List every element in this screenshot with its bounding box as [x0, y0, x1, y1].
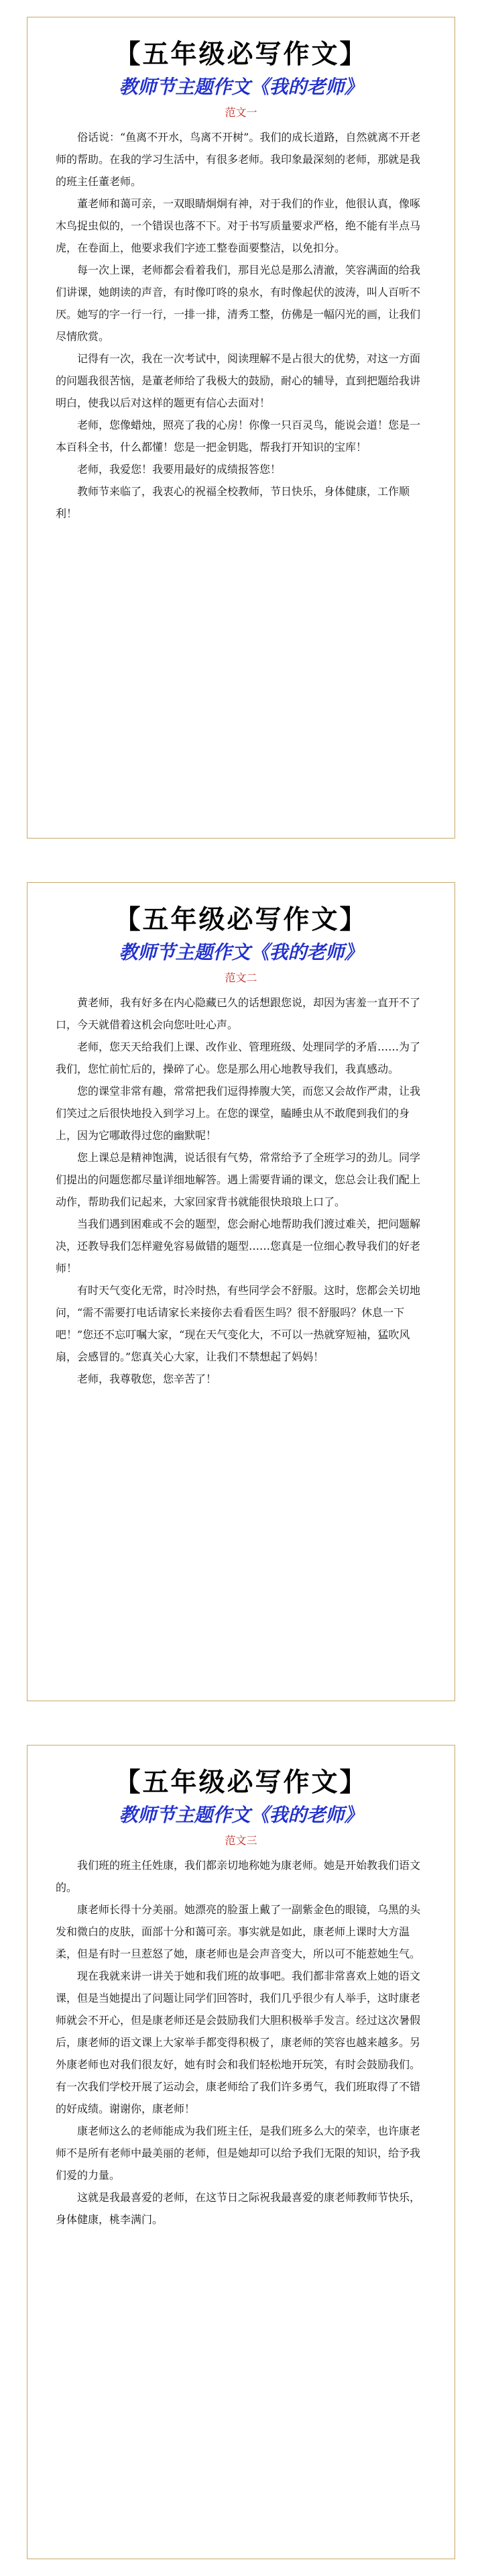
- essay-paragraph: 我们班的班主任姓康，我们都亲切地称她为康老师。她是开始教我们语文的。: [56, 1859, 421, 1894]
- essay-subtitle: 教师节主题作文《我的老师》: [119, 941, 363, 963]
- essay-card-1: [27, 17, 455, 839]
- essay-paragraph: 您上课总是精神饱满，说话很有气势，常常给予了全班学习的劲儿。同学们提出的问题您都尽量详细地解答。遇上需要背诵的课文，您总会让我们配上动作，帮助我们记起来，大家回家背书就能很快琅琅上口了。: [56, 1151, 421, 1208]
- essay-body: [56, 126, 426, 525]
- essay-paragraph: 现在我就来讲一讲关于她和我们班的故事吧。我们都非常喜欢上她的语文课，但是当她提出了问题让同学们回答时，我们几乎很少有人举手，这时康老师就会不开心，但是康老师还是会鼓励我们大胆积极举手发言。经过这次暑假后，康老师的语文课上大家举手都变得积极了，康老师的笑容也越来越多。另外康老师也对我们很友好，她有时会和我们轻松地开玩笑，有时会鼓励我们。有一次我们学校开展了运动会，康老师给了我们许多勇气，我们班取得了不错的好成绩。谢谢你，康老师！: [56, 1970, 421, 2115]
- essay-label: 范文三: [225, 1834, 257, 1847]
- essay-paragraph: 俗话说：“鱼离不开水，鸟离不开树”。我们的成长道路，自然就离不开老师的帮助。在我的学习生活中，有很多老师。我印象最深刻的老师，那就是我的班主任董老师。: [56, 131, 421, 188]
- essay-paragraph: 老师，您像蜡烛，照亮了我的心房！你像一只百灵鸟，能说会道！您是一本百科全书，什么都懂！您是一把金钥匙，帮我打开知识的宝库！: [56, 419, 421, 453]
- essay-paragraph: 康老师这么的老师能成为我们班主任，是我们班多么大的荣幸，也许康老师不是所有老师中最美丽的老师，但是她却可以给予我们无限的知识，给予我们爱的力量。: [56, 2125, 421, 2182]
- essay-paragraph: 教师节来临了，我衷心的祝福全校教师，节日快乐，身体健康，工作顺利！: [56, 485, 410, 520]
- essay-label: 范文一: [225, 106, 257, 119]
- essay-card-3: [27, 1745, 455, 2559]
- essay-paragraph: 康老师长得十分美丽。她漂亮的脸蛋上戴了一副紫金色的眼镜，乌黑的头发和微白的皮肤，面部十分和蔼可亲。事实就是如此，康老师上课时大方温柔，但是有时一旦惹怒了她，康老师也是会声音变大，所以可不能惹她生气。: [56, 1903, 421, 1960]
- essay-paragraph: 董老师和蔼可亲，一双眼睛炯炯有神，对于我们的作业，他很认真，像啄木鸟捉虫似的，一个错误也落不下。对于书写质量要求严格，绝不能有半点马虎，在卷面上，他要求我们字迹工整卷面要整洁，以免扣分。: [56, 197, 421, 254]
- essay-body: [56, 1854, 426, 2231]
- essay-heading: 【五年级必写作文】: [114, 40, 368, 70]
- essay-paragraph: 当我们遇到困难或不会的题型，您会耐心地帮助我们渡过难关，把问题解决，还教导我们怎样避免容易做错的题型……您真是一位细心教导我们的好老师！: [56, 1218, 421, 1275]
- essay-paragraph: 每一次上课，老师都会看着我们，那目光总是那么清澈，笑容满面的给我们讲课，她朗读的声音，有时像叮咚的泉水，有时像起伏的波涛，叫人百听不厌。她写的字一行一行，一排一排，清秀工整，仿佛是一幅闪光的画，让我们尽情欣赏。: [56, 264, 421, 343]
- essay-paragraph: 这就是我最喜爱的老师，在这节日之际祝我最喜爱的康老师教师节快乐，身体健康，桃李满门。: [56, 2191, 421, 2226]
- essay-heading: 【五年级必写作文】: [114, 1768, 368, 1798]
- essay-subtitle: 教师节主题作文《我的老师》: [119, 1804, 363, 1826]
- essay-body: [56, 991, 426, 1390]
- essay-heading: 【五年级必写作文】: [114, 905, 368, 935]
- essay-subtitle: 教师节主题作文《我的老师》: [119, 76, 363, 98]
- essay-paragraph: 老师，您天天给我们上课、改作业、管理班级、处理同学的矛盾……为了我们，您忙前忙后的，操碎了心。您是那么用心地教导我们，我真感动。: [56, 1040, 421, 1075]
- essay-paragraph: 有时天气变化无常，时冷时热，有些同学会不舒服。这时，您都会关切地问，“需不需要打电话请家长来接你去看看医生吗？很不舒服吗？休息一下吧！”您还不忘叮嘱大家，“现在天气变化大，不可以一热就穿短袖，猛吹风扇，会感冒的。”您真关心大家，让我们不禁想起了妈妈！: [56, 1284, 421, 1363]
- essay-paragraph: 老师，我尊敬您，您辛苦了！: [77, 1373, 217, 1385]
- essay-card-2: [27, 882, 455, 1701]
- essay-paragraph: 记得有一次，我在一次考试中，阅读理解不是占很大的优势，对这一方面的问题我很苦恼，是董老师给了我极大的鼓励，耐心的辅导，直到把题给我讲明白，使我以后对这样的题更有信心去面对！: [56, 352, 421, 409]
- essay-label: 范文二: [225, 971, 257, 984]
- essay-paragraph: 黄老师，我有好多在内心隐藏已久的话想跟您说，却因为害羞一直开不了口，今天就借着这机会向您吐吐心声。: [56, 996, 421, 1031]
- essay-paragraph: 老师，我爱您！我要用最好的成绩报答您！: [77, 463, 282, 476]
- essay-paragraph: 您的课堂非常有趣，常常把我们逗得捧腹大笑，而您又会故作严肃，让我们笑过之后很快地投入到学习上。在您的课堂，瞌睡虫从不敢爬到我们的身上，因为它哪敢得过您的幽默呢！: [56, 1085, 421, 1142]
